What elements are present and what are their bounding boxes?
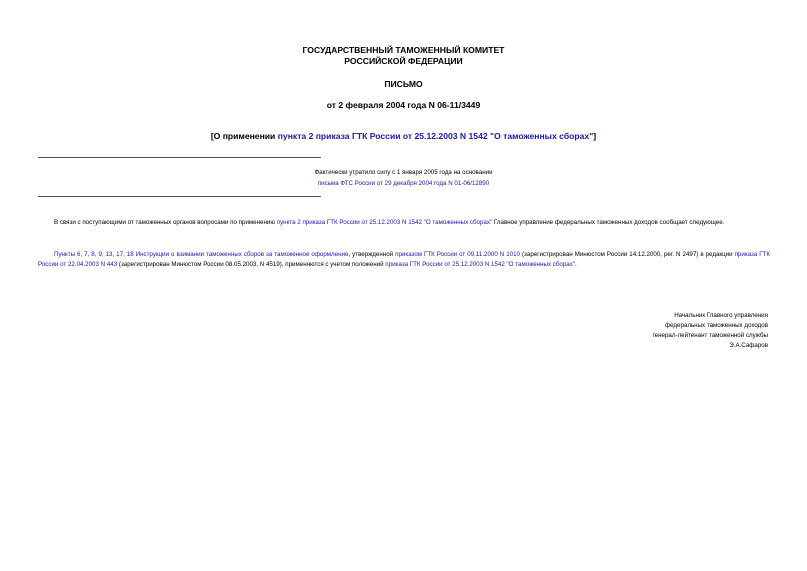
paragraph-2 (38, 250, 770, 269)
signature-name: Э.А.Сафаров (729, 342, 768, 349)
paragraph-2-link4[interactable]: приказа ГТК России от 25.12.2003 N 1542 "О таможенных сборах" (385, 260, 576, 268)
paragraph-1 (38, 218, 770, 228)
signature-line2: федеральных таможенных доходов (665, 322, 768, 329)
status-note-text: Фактически утратило силу с 1 января 2005 года на основании (314, 169, 493, 176)
paragraph-1-link1[interactable]: пункта 2 приказа ГТК России от 25.12.2003 N 1542 "О таможенных сборах" (276, 219, 493, 226)
divider-top (38, 157, 321, 158)
paragraph-2-link1[interactable]: Пункты 6, 7, 8, 9, 13, 17, 18 Инструкции о взимании таможенных сборов за таможенное оформление (54, 251, 349, 258)
doc-title-open: [О применении (210, 131, 278, 141)
paragraph-2-link2[interactable]: приказом ГТК России от 09.11.2000 N 1010 (395, 251, 520, 258)
signature-line3: генерал-лейтенант таможенной службы (652, 332, 768, 339)
org-name-line2: РОССИЙСКОЙ ФЕДЕРАЦИИ (344, 56, 463, 66)
doc-date-number: от 2 февраля 2004 года N 06-11/3449 (326, 100, 481, 110)
signature-block (653, 311, 768, 351)
paragraph-2-text2: (зарегистрирован Минюстом России 14.12.2000, рег. N 2497) в редакции (521, 251, 733, 258)
signature-line1: Начальник Главного управления (674, 312, 768, 319)
doc-title-link[interactable]: пункта 2 приказа ГТК России от 25.12.2003 N 1542 "О таможенных сборах" (277, 131, 594, 141)
status-note-link[interactable]: письма ФТС России от 29 декабря 2004 года N 01-06/12890 (317, 180, 490, 187)
doc-title-close: ] (593, 131, 597, 141)
org-name-line1: ГОСУДАРСТВЕННЫЙ ТАМОЖЕННЫЙ КОМИТЕТ (302, 45, 505, 55)
paragraph-2-link3[interactable]: приказа ГТК России от 22.04.2003 N 443 (38, 251, 771, 268)
paragraph-2-text3: (зарегистрирован Минюстом России 08.05.2003, N 4519), применяются с учетом положений (118, 260, 384, 268)
doc-type: ПИСЬМО (384, 79, 423, 89)
doc-title (0, 131, 807, 141)
paragraph-1-text2: Главное управление федеральных таможенных доходов сообщает следующее. (492, 219, 725, 226)
paragraph-2-text1: , утвержденной (348, 251, 394, 258)
divider-bottom (38, 196, 321, 197)
paragraph-2-text4: . (575, 260, 577, 268)
paragraph-1-text1: В связи с поступающими от таможенных органов вопросами по применению (54, 219, 275, 226)
